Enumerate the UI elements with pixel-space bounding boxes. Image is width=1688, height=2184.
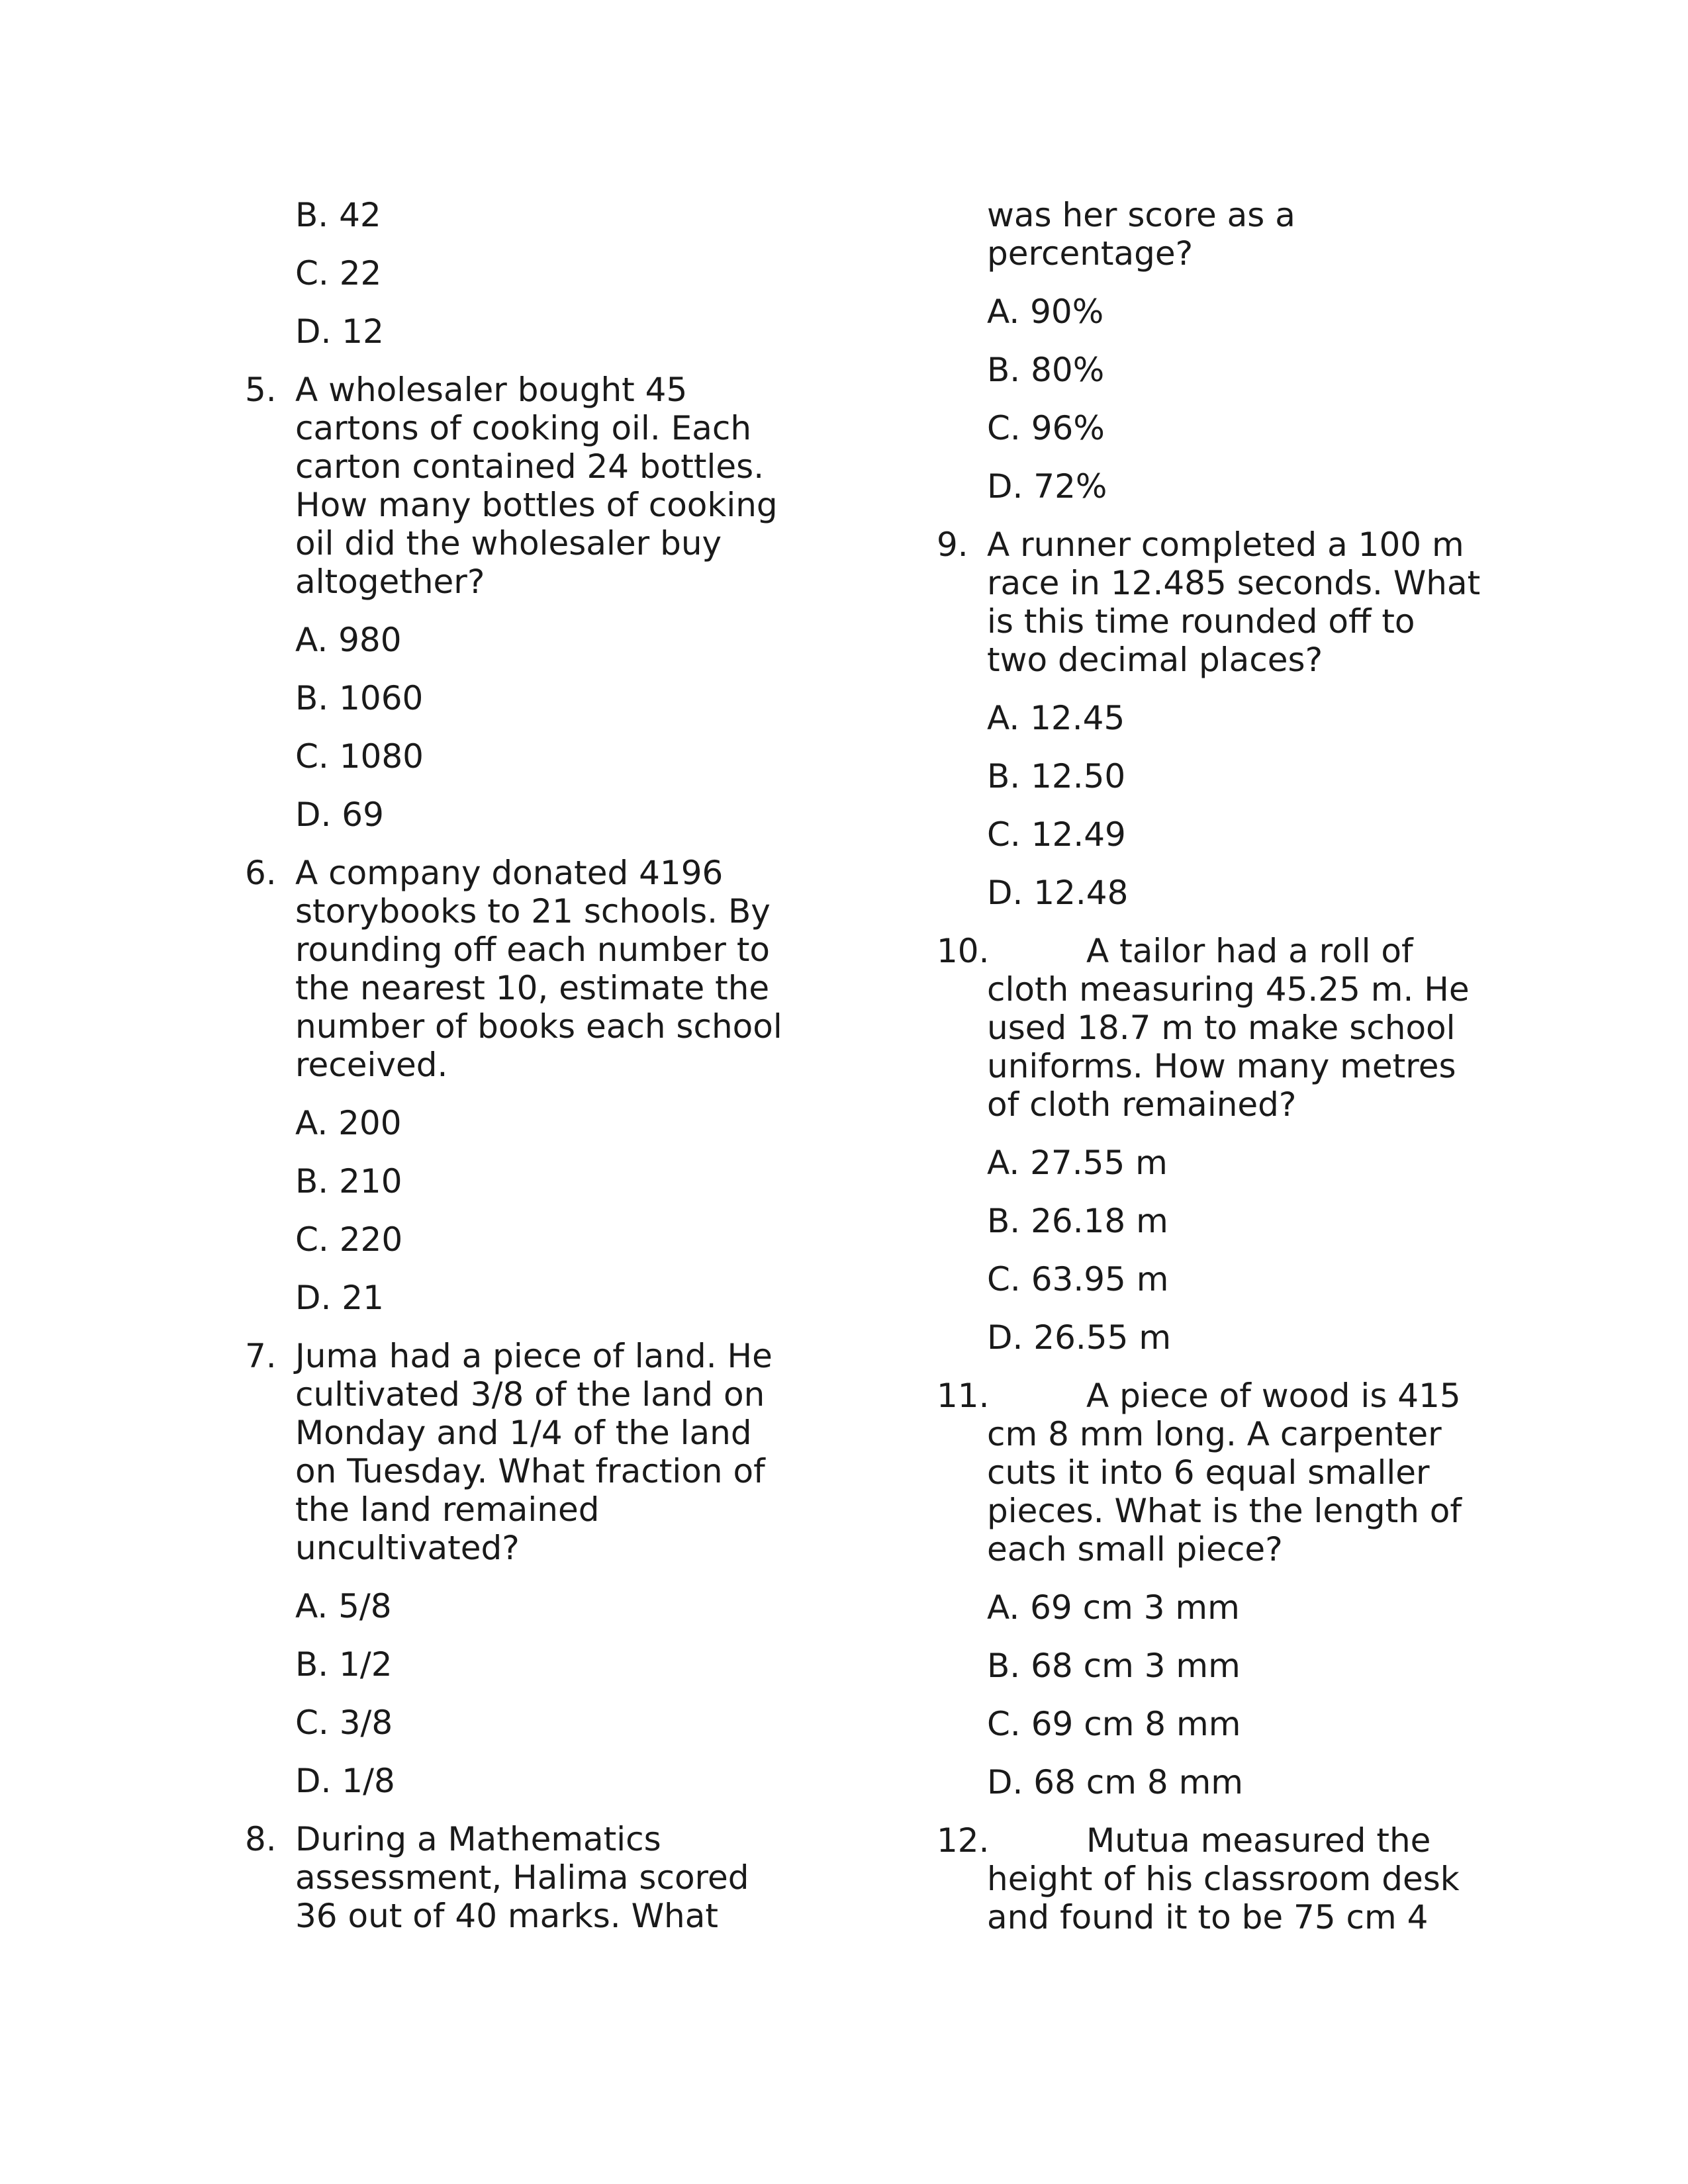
stem-line: and found it to be 75 cm 4	[987, 1898, 1429, 1936]
option: D. 12.48	[987, 874, 1129, 912]
question-stem	[987, 932, 1506, 1124]
stem-line: How many bottles of cooking	[295, 486, 778, 524]
stem-line: of cloth remained?	[987, 1085, 1297, 1124]
option: A. 12.45	[987, 699, 1125, 737]
question-6-options	[245, 1104, 814, 1317]
stem-line: used 18.7 m to make school	[987, 1009, 1456, 1047]
question-11-options	[937, 1588, 1506, 1801]
option: B. 210	[295, 1162, 402, 1201]
question-12	[937, 1821, 1506, 1936]
option: C. 69 cm 8 mm	[987, 1705, 1241, 1743]
option: B. 26.18 m	[987, 1202, 1168, 1240]
stem-line: During a Mathematics	[295, 1820, 661, 1858]
option: C. 22	[295, 254, 382, 293]
stem-line: cultivated 3/8 of the land on	[295, 1375, 765, 1414]
stem-line: pieces. What is the length of	[987, 1492, 1462, 1530]
option: A. 980	[295, 621, 402, 659]
option: A. 27.55 m	[987, 1144, 1168, 1182]
option: B. 1060	[295, 679, 424, 717]
stem-line: A company donated 4196	[295, 854, 724, 892]
stem-line: the nearest 10, estimate the	[295, 969, 770, 1007]
stem-line: A wholesaler bought 45	[295, 371, 688, 409]
option: A. 90%	[987, 293, 1104, 331]
stem-line: A piece of wood is 415	[1086, 1377, 1461, 1415]
stem-line: 36 out of 40 marks. What	[295, 1897, 718, 1935]
option: C. 63.95 m	[987, 1260, 1169, 1298]
stem-line: oil did the wholesaler buy	[295, 524, 722, 563]
stem-line: rounding off each number to	[295, 931, 771, 969]
question-5	[245, 371, 814, 601]
question-7-options	[245, 1587, 814, 1800]
question-number: 10.	[937, 932, 990, 970]
question-number: 11.	[937, 1377, 990, 1415]
stem-line: percentage?	[987, 234, 1194, 273]
question-9-options	[937, 699, 1506, 912]
question-number: 8.	[245, 1820, 277, 1858]
stem-line: the land remained	[295, 1490, 600, 1529]
option: C. 12.49	[987, 815, 1126, 854]
question-8	[245, 1820, 814, 1935]
carry-options	[245, 196, 814, 351]
carry-options	[937, 293, 1506, 506]
stem-line: cartons of cooking oil. Each	[295, 409, 752, 447]
option: B. 1/2	[295, 1645, 393, 1684]
option: B. 12.50	[987, 757, 1126, 796]
stem-line: race in 12.485 seconds. What	[987, 564, 1481, 602]
stem-line: cuts it into 6 equal smaller	[987, 1453, 1430, 1492]
stem-line: Mutua measured the	[1086, 1821, 1431, 1860]
stem-line: two decimal places?	[987, 641, 1323, 679]
stem-line: uniforms. How many metres	[987, 1047, 1456, 1085]
stem-line: cloth measuring 45.25 m. He	[987, 970, 1470, 1009]
option: D. 69	[295, 796, 384, 834]
question-number: 6.	[245, 854, 277, 892]
stem-line: Monday and 1/4 of the land	[295, 1414, 752, 1452]
question-stem	[295, 1820, 814, 1935]
stem-line: A tailor had a roll of	[1086, 932, 1413, 970]
stem-line: Juma had a piece of land. He	[295, 1337, 773, 1375]
stem-line: each small piece?	[987, 1530, 1283, 1569]
option: B. 80%	[987, 351, 1105, 389]
option: D. 72%	[987, 467, 1107, 506]
option: D. 21	[295, 1279, 384, 1317]
question-11	[937, 1377, 1506, 1569]
question-number: 5.	[245, 371, 277, 409]
stem-line: is this time rounded off to	[987, 602, 1415, 641]
option: D. 1/8	[295, 1762, 395, 1800]
question-9	[937, 525, 1506, 679]
question-stem	[295, 371, 814, 601]
option: A. 5/8	[295, 1587, 392, 1625]
question-number: 9.	[937, 525, 968, 564]
right-column	[937, 196, 1506, 1936]
question-stem	[295, 854, 814, 1084]
question-7	[245, 1337, 814, 1567]
left-column	[245, 196, 814, 1935]
option: B. 42	[295, 196, 381, 234]
question-number: 7.	[245, 1337, 277, 1375]
question-6	[245, 854, 814, 1084]
question-10	[937, 932, 1506, 1124]
question-stem	[295, 1337, 814, 1567]
stem-line: assessment, Halima scored	[295, 1858, 749, 1897]
option: D. 26.55 m	[987, 1318, 1172, 1357]
option: C. 96%	[987, 409, 1105, 447]
stem-line: altogether?	[295, 563, 485, 601]
question-10-options	[937, 1144, 1506, 1357]
stem-line: number of books each school	[295, 1007, 782, 1046]
question-stem	[987, 1821, 1506, 1936]
question-stem	[987, 1377, 1506, 1569]
option: A. 69 cm 3 mm	[987, 1588, 1240, 1627]
option: B. 68 cm 3 mm	[987, 1647, 1241, 1685]
question-5-options	[245, 621, 814, 834]
question-stem	[987, 525, 1506, 679]
stem-line: on Tuesday. What fraction of	[295, 1452, 765, 1490]
stem-line: received.	[295, 1046, 448, 1084]
stem-line: was her score as a	[987, 196, 1295, 234]
stem-line: uncultivated?	[295, 1529, 520, 1567]
option: A. 200	[295, 1104, 402, 1142]
option: C. 3/8	[295, 1704, 393, 1742]
stem-line: cm 8 mm long. A carpenter	[987, 1415, 1442, 1453]
option: C. 1080	[295, 737, 424, 776]
carry-stem	[987, 196, 1506, 273]
option: D. 68 cm 8 mm	[987, 1763, 1244, 1801]
stem-line: height of his classroom desk	[987, 1860, 1460, 1898]
option: C. 220	[295, 1220, 403, 1259]
option: D. 12	[295, 312, 384, 351]
stem-line: storybooks to 21 schools. By	[295, 892, 771, 931]
stem-line: carton contained 24 bottles.	[295, 447, 765, 486]
stem-line: A runner completed a 100 m	[987, 525, 1464, 564]
question-number: 12.	[937, 1821, 990, 1860]
